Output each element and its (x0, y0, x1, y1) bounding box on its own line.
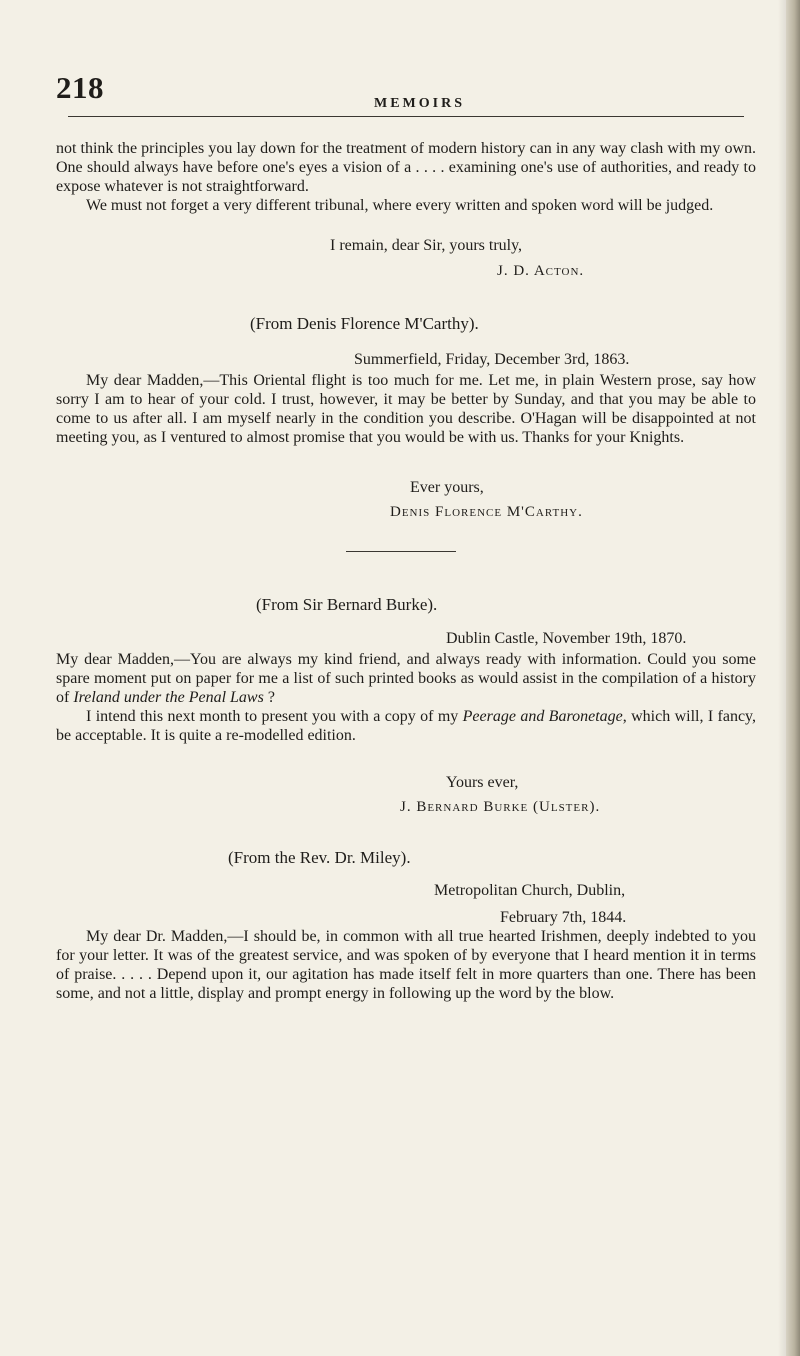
burke-body-2-text-a: I intend this next month to present you with a copy of my (86, 708, 463, 725)
burke-letter (56, 650, 756, 745)
mccarthy-body: My dear Madden,—This Oriental flight is too much for me. Let me, in plain Western prose, say how sorry I am to hear of your cold. I trust, however, it may be better by Sunday, and that you may be able to come to us after all. I am myself nearly in the condition you describe. O'Hagan will be disappointed at not meeting you, as I ventured to almost promise that you would be with us. Thanks for your Knights. (56, 372, 756, 446)
burke-book-title: Ireland under the Penal Laws (73, 689, 264, 706)
mccarthy-closing: Ever yours, (410, 479, 484, 496)
burke-body-1-text-b: ? (263, 689, 275, 706)
acton-paragraph-1: not think the principles you lay down for the treatment of modern history can in any way clash with my own. One should always have before one's eyes a vision of a . . . . examining one's use of authorities, and ready to expose whatever is not straightforward. (56, 140, 756, 195)
burke-body-2 (56, 707, 756, 745)
acton-letter (56, 139, 756, 215)
acton-paragraph-2: We must not forget a very different tribunal, where every written and spoken word will be judged. (86, 197, 714, 214)
burke-body-2-text-b: , which will, I fancy, be acceptable. It is quite a re-modelled edition. (56, 708, 757, 744)
acton-closing: I remain, dear Sir, yours truly, (330, 237, 523, 254)
burke-from-heading: (From Sir Bernard Burke). (256, 595, 438, 614)
burke-signature: J. Bernard Burke (Ulster). (400, 799, 601, 815)
burke-closing: Yours ever, (446, 774, 519, 791)
burke-peerage-title: Peerage and Baronetage (462, 708, 623, 725)
miley-date: February 7th, 1844. (500, 909, 627, 926)
header-rule (68, 116, 744, 117)
miley-body: My dear Dr. Madden,—I should be, in common with all true hearted Irishmen, deeply indebted to you for your letter. It was of the greatest service, and was spoken of by everyone that I heard mention it in terms of praise. . . . . Depend upon it, our agitation has made itself felt in more quarters than one. There has been some, and not a little, display and prompt energy in following up the word by the blow. (56, 928, 756, 1002)
running-head: MEMOIRS (374, 96, 465, 111)
mccarthy-place-date: Summerfield, Friday, December 3rd, 1863. (354, 351, 630, 368)
page-edge (786, 0, 800, 1356)
acton-signature: J. D. Acton. (497, 263, 585, 279)
miley-letter (56, 927, 756, 1003)
burke-place-date: Dublin Castle, November 19th, 1870. (446, 630, 687, 647)
mccarthy-signature: Denis Florence M'Carthy. (390, 504, 583, 520)
page-edge-shadow (778, 0, 786, 1356)
burke-body-1-text-a: My dear Madden,—You are always my kind friend, and always ready with information. Could you some spare moment put on paper for me a list of such printed books as would assist in the compilation of a history of (56, 651, 756, 706)
burke-body-1 (56, 650, 756, 707)
miley-from-heading: (From the Rev. Dr. Miley). (228, 848, 411, 867)
mccarthy-letter (56, 371, 756, 447)
page-number: 218 (56, 70, 104, 105)
miley-place: Metropolitan Church, Dublin, (434, 882, 626, 899)
mccarthy-from-heading: (From Denis Florence M'Carthy). (250, 314, 479, 333)
section-divider-1 (346, 551, 456, 552)
